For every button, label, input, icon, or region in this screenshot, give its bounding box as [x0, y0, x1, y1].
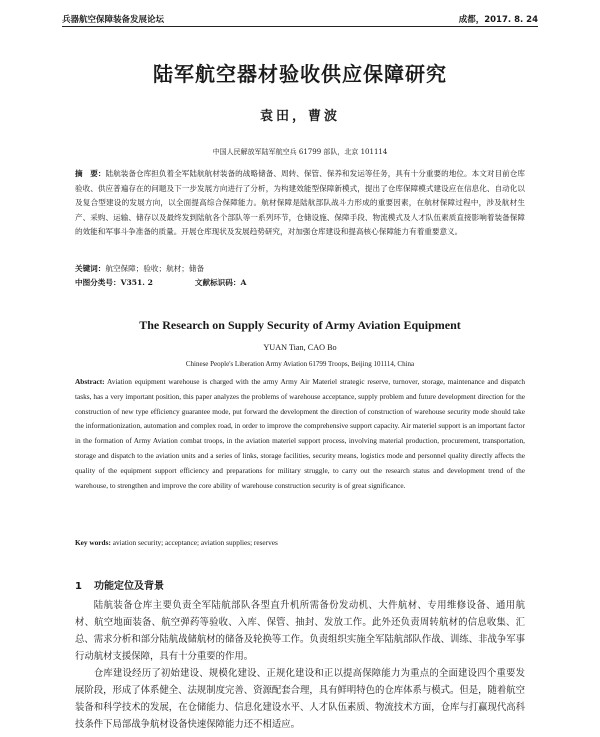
- english-abstract-text: Aviation equipment warehouse is charged with the army Army Air Materiel strategic reserve, turnover, storage, maintenance and dispatch tasks, has a very important position, this paper analyzes the problems of warehouse acceptance, supply problem and future development direction for the construction of new type efficiency guarantee mode, put forward the development the direction of construction of warehouse security mode should take the informationization, automation and complex road, in order to improve the comprehensive support capacity. Air materiel support is an important factor in the formation of Army Aviation combat troops, in the aviation materiel support process, involving material production, procurement, transportation, storage and dispatch to the aviation units and a series of links, storage facilities, security means, logistics mode and personnel quality directly affects the quality of the equipment support efficiency and preparations for military struggle, to carry out the research status and development trend of the warehouse, to strengthen and improve the core ability of warehouse construction security is of great significance.: [75, 377, 525, 490]
- body-paragraph: 陆航装备仓库主要负责全军陆航部队各型直升机所需备份发动机、大件航材、专用维修设备、通用航材、航空地面装备、航空弹药等验收、入库、保管、抽封、发放工作。此外还负责周转航材的信息收集、汇总、需求分析和部分陆航战储航材的储备及轮换等工作。负责组织实施全军陆航部队作战、训练、非战争军事行动航材支援保障，具有十分重要的作用。: [75, 600, 526, 662]
- location-date: 成都，2017. 8. 24: [458, 15, 538, 25]
- body-paragraph: 仓库建设经历了初始建设、规模化建设、正规化建设和正以提高保障能力为重点的全面建设四个重要发展阶段，形成了体系健全、法规制度完善、资源配套合理，具有鲜明特色的仓库体系与模式。但是，随着航空装备和科学技术的发展，在仓储能力、信息化建设水平、人才队伍素质、物流技术方面，仓库与打赢现代高科技条件下局部战争航材设备快速保障能力还不相适应。: [75, 668, 526, 730]
- chinese-affiliation: 中国人民解放军陆军航空兵 61799 部队，北京 101114: [212, 148, 388, 156]
- english-authors: YUAN Tian, CAO Bo: [263, 343, 337, 352]
- section-title: 功能定位及背景: [93, 581, 164, 592]
- english-abstract: [75, 375, 525, 493]
- chinese-title: 陆军航空器材验收供应保障研究: [153, 62, 447, 86]
- english-title: The Research on Supply Security of Army Aviation Equipment: [139, 318, 461, 332]
- chinese-classification: [75, 277, 525, 288]
- chinese-abstract: [75, 167, 525, 240]
- section-number: 1: [75, 581, 82, 592]
- doc-code-label: 文献标识码：: [194, 278, 241, 287]
- doc-code-value: A: [240, 278, 247, 287]
- chinese-abstract-label: 摘 要：: [75, 169, 106, 178]
- chinese-abstract-text: 陆航装备仓库担负着全军陆航航材装备的战略储备、周转、保管、保养和发运等任务，具有十分重要的地位。本文对目前仓库验收、供应普遍存在的问题及下一步发展方向进行了分析，为构建效能型保障新模式，提出了仓库保障模式建设应在信息化、自动化以及复合型建设的发展方向，以全面提高综合保障能力。航材保障是陆航部队战斗力形成的重要因素，在航材保障过程中，涉及航材生产、采购、运输、储存以及最终发到陆航各个部队等一系列环节，仓储设施、保障手段、物流模式及人才队伍素质直接影响着装备保障的效能和军事斗争准备的质量。开展仓库现状及发展趋势研究，对加强仓库建设和提高核心保障能力有着重要意义。: [75, 169, 525, 237]
- english-keywords-label: Key words:: [75, 538, 111, 547]
- class-number-value: V351. 2: [120, 278, 153, 287]
- chinese-authors: 袁田，曹波: [259, 109, 340, 124]
- english-affiliation: Chinese People's Liberation Army Aviation 61799 Troops, Beijing 101114, China: [185, 360, 415, 368]
- class-number: [75, 278, 153, 287]
- english-keywords-text: aviation security; acceptance; aviation supplies; reserves: [110, 538, 278, 547]
- running-header: [62, 9, 538, 25]
- chinese-keywords-label: 关键词：: [75, 264, 106, 273]
- chinese-keywords: [75, 263, 525, 274]
- section-heading: [75, 577, 164, 592]
- english-abstract-label: Abstract:: [75, 377, 105, 386]
- class-number-label: 中图分类号：: [75, 278, 121, 287]
- header-divider: [62, 26, 538, 27]
- chinese-keywords-text: 航空保障；验收；航材；储备: [105, 264, 205, 273]
- journal-name: 兵器航空保障装备发展论坛: [62, 15, 165, 25]
- english-keywords: [75, 538, 525, 547]
